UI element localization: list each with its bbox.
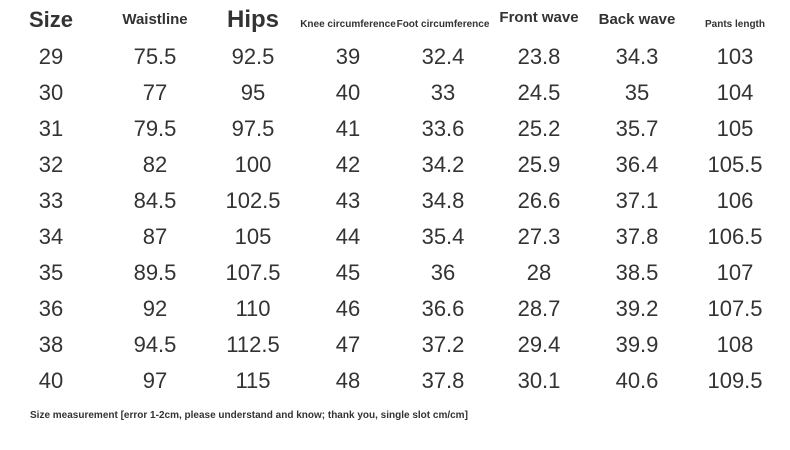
table-cell: 40 <box>335 80 361 105</box>
table-cell: 33 <box>38 188 64 213</box>
header-size: Size <box>28 6 74 32</box>
table-cell: 110 <box>235 296 271 321</box>
table-cell: 39 <box>335 44 361 69</box>
table-cell: 84.5 <box>133 188 177 213</box>
table-cell: 47 <box>335 332 361 357</box>
measurement-note: Size measurement [error 1-2cm, please understand and know; thank you, single slot cm/cm] <box>30 410 468 421</box>
table-cell: 45 <box>335 260 361 285</box>
table-cell: 28 <box>526 260 552 285</box>
table-cell: 39.2 <box>615 296 659 321</box>
table-row <box>0 255 790 291</box>
table-cell: 37.8 <box>615 224 659 249</box>
header-hips: Hips <box>226 5 279 33</box>
table-cell: 100 <box>234 152 272 177</box>
table-cell: 37.8 <box>421 368 465 393</box>
table-cell: 42 <box>335 152 361 177</box>
table-cell: 105.5 <box>707 152 763 177</box>
table-cell: 43 <box>335 188 361 213</box>
table-cell: 36.6 <box>421 296 465 321</box>
table-cell: 32.4 <box>421 44 465 69</box>
table-cell: 30 <box>38 80 64 105</box>
table-cell: 37.2 <box>421 332 465 357</box>
table-cell: 32 <box>38 152 64 177</box>
table-cell: 94.5 <box>133 332 177 357</box>
table-cell: 34 <box>38 224 64 249</box>
table-cell: 35 <box>38 260 64 285</box>
table-cell: 26.6 <box>517 188 561 213</box>
table-row <box>0 147 790 183</box>
table-cell: 34.3 <box>615 44 659 69</box>
table-cell: 108 <box>716 332 754 357</box>
header-pants-length: Pants length <box>704 18 765 30</box>
table-cell: 25.2 <box>517 116 561 141</box>
table-cell: 46 <box>335 296 361 321</box>
table-cell: 35.4 <box>421 224 465 249</box>
table-cell: 38.5 <box>615 260 659 285</box>
table-cell: 33.6 <box>421 116 465 141</box>
table-cell: 36.4 <box>615 152 659 177</box>
table-cell: 34.2 <box>421 152 465 177</box>
table-cell: 106.5 <box>707 224 763 249</box>
table-cell: 24.5 <box>517 80 561 105</box>
table-cell: 35 <box>624 80 650 105</box>
table-cell: 92.5 <box>231 44 275 69</box>
table-cell: 29 <box>38 44 64 69</box>
table-row <box>0 291 790 327</box>
table-cell: 31 <box>38 116 64 141</box>
table-cell: 44 <box>335 224 361 249</box>
table-cell: 105 <box>716 116 754 141</box>
table-cell: 36 <box>38 296 64 321</box>
table-cell: 87 <box>142 224 168 249</box>
table-cell: 112.5 <box>226 332 280 357</box>
table-cell: 79.5 <box>133 116 177 141</box>
header-knee-circumference: Knee circumference <box>300 18 396 30</box>
table-cell: 35.7 <box>615 116 659 141</box>
table-row <box>0 75 790 111</box>
table-cell: 109.5 <box>707 368 763 393</box>
table-cell: 107 <box>716 260 754 285</box>
table-cell: 95 <box>240 80 266 105</box>
table-cell: 107.5 <box>707 296 763 321</box>
table-row <box>0 327 790 363</box>
table-cell: 23.8 <box>517 44 561 69</box>
table-cell: 104 <box>716 80 754 105</box>
table-cell: 107.5 <box>225 260 281 285</box>
table-cell: 97.5 <box>231 116 275 141</box>
table-cell: 25.9 <box>517 152 561 177</box>
table-cell: 27.3 <box>517 224 561 249</box>
table-cell: 28.7 <box>517 296 561 321</box>
table-cell: 115 <box>235 368 271 393</box>
table-row <box>0 219 790 255</box>
table-row <box>0 39 790 75</box>
header-waistline: Waistline <box>122 10 188 28</box>
table-cell: 106 <box>716 188 754 213</box>
header-back-wave: Back wave <box>598 10 676 28</box>
table-cell: 102.5 <box>225 188 281 213</box>
table-cell: 105 <box>234 224 272 249</box>
header-front-wave: Front wave <box>499 8 579 26</box>
table-cell: 75.5 <box>133 44 177 69</box>
table-cell: 38 <box>38 332 64 357</box>
table-cell: 33 <box>430 80 456 105</box>
table-cell: 40.6 <box>615 368 659 393</box>
table-cell: 36 <box>430 260 456 285</box>
table-cell: 97 <box>142 368 168 393</box>
table-cell: 48 <box>335 368 361 393</box>
table-cell: 77 <box>142 80 168 105</box>
table-cell: 39.9 <box>615 332 659 357</box>
header-foot-circumference: Foot circumference <box>396 18 490 30</box>
table-row <box>0 363 790 399</box>
table-row <box>0 111 790 147</box>
table-cell: 37.1 <box>615 188 659 213</box>
table-cell: 41 <box>335 116 361 141</box>
table-cell: 89.5 <box>133 260 177 285</box>
table-row <box>0 183 790 219</box>
table-cell: 82 <box>142 152 168 177</box>
table-cell: 92 <box>142 296 168 321</box>
table-cell: 34.8 <box>421 188 465 213</box>
table-cell: 103 <box>716 44 754 69</box>
table-cell: 29.4 <box>517 332 561 357</box>
table-cell: 30.1 <box>517 368 561 393</box>
table-cell: 40 <box>38 368 64 393</box>
